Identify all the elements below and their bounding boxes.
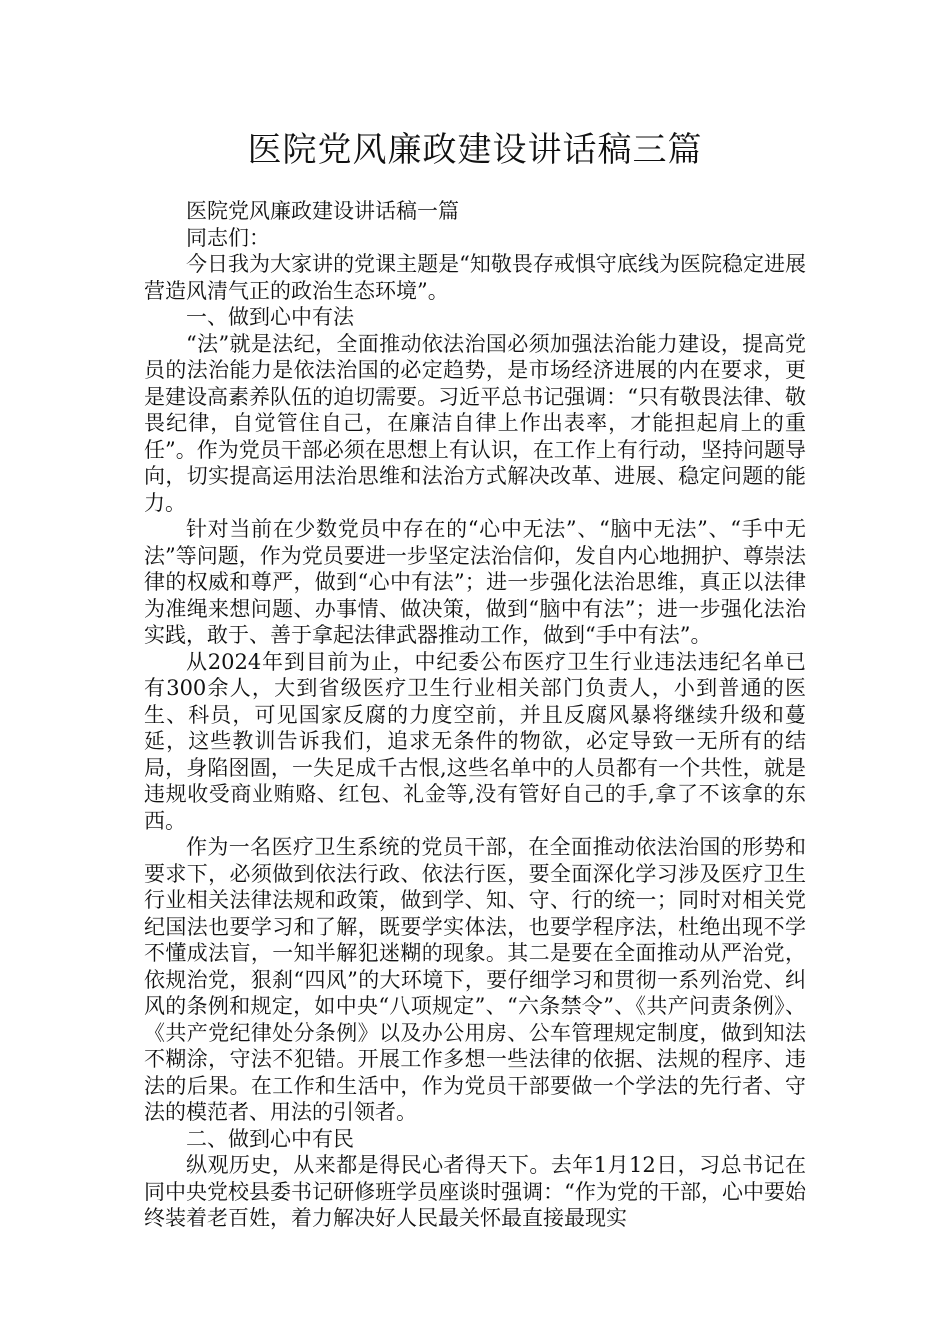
body-paragraph: 作为一名医疗卫生系统的党员干部，在全面推动依法治国的形势和要求下，必须做到依法行政、依法行医，要全面深化学习涉及医疗卫生行业相关法律法规和政策，做到学、知、守、行的统一；同时对相关党纪国法也要学习和了解，既要学实体法，也要学程序法，杜绝出现不学不懂成法盲，一知半解犯迷糊的现象。其二是要在全面推动从严治党，依规治党，狠刹“四风”的大环境下，要仔细学习和贯彻一系列治党、纠风的条例和规定，如中央“八项规定”、“六条禁令”、《共产问责条例》、《共产党纪律处分条例》以及办公用房、公车管理规定制度，做到知法不糊涂，守法不犯错。开展工作多想一些法律的依据、法规的程序、违法的后果。在工作和生活中，作为党员干部要做一个学法的先行者、守法的模范者、用法的引领者。: [144, 835, 806, 1124]
section-heading: 二、做到心中有民: [186, 1126, 354, 1151]
document-body: [144, 198, 806, 1232]
salutation-paragraph: 同志们：: [186, 225, 270, 250]
subtitle-paragraph: 医院党风廉政建设讲话稿一篇: [186, 199, 459, 223]
body-paragraph: 从2024年到目前为止，中纪委公布医疗卫生行业违法违纪名单已有300余人，大到省级医疗卫生行业相关部门负责人，小到普通的医生、科员，可见国家反腐的力度空前，并且反腐风暴将继续升级和蔓延，这些教训告诉我们，追求无条件的物欲，必定导致一无所有的结局，身陷囹圄，一失足成千古恨,这些名单中的人员都有一个共性，就是违规收受商业贿赂、红包、礼金等,没有管好自己的手,拿了不该拿的东西。: [144, 649, 806, 833]
document-title: 医院党风廉政建设讲话稿三篇: [247, 130, 703, 170]
body-paragraph: 纵观历史，从来都是得民心者得天下。去年1月12日，习总书记在同中央党校县委书记研修班学员座谈时强调：“作为党的干部，心中要始终装着老百姓，着力解决好人民最关怀最直接最现实: [144, 1153, 806, 1230]
body-paragraph: 今日我为大家讲的党课主题是“知敬畏存戒惧守底线为医院稳定进展营造风清气正的政治生态环境”。: [144, 252, 806, 303]
body-paragraph: 针对当前在少数党员中存在的“心中无法”、“脑中无法”、“手中无法”等问题，作为党员要进一步坚定法治信仰，发自内心地拥护、尊崇法律的权威和尊严，做到“心中有法”；进一步强化法治思维，真正以法律为准绳来想问题、办事情、做决策，做到“脑中有法”；进一步强化法治实践，敢于、善于拿起法律武器推动工作，做到“手中有法”。: [144, 517, 806, 647]
body-paragraph: “法”就是法纪，全面推动依法治国必须加强法治能力建设，提高党员的法治能力是依法治国的必定趋势，是市场经济进展的内在要求，更是建设高素养队伍的迫切需要。习近平总书记强调：“只有敬畏法律、敬畏纪律，自觉管住自己，在廉洁自律上作出表率，才能担起肩上的重任”。作为党员干部必须在思想上有认识，在工作上有行动，坚持问题导向，切实提高运用法治思维和法治方式解决改革、进展、稳定问题的能力。: [144, 331, 806, 515]
section-heading: 一、做到心中有法: [186, 305, 354, 329]
